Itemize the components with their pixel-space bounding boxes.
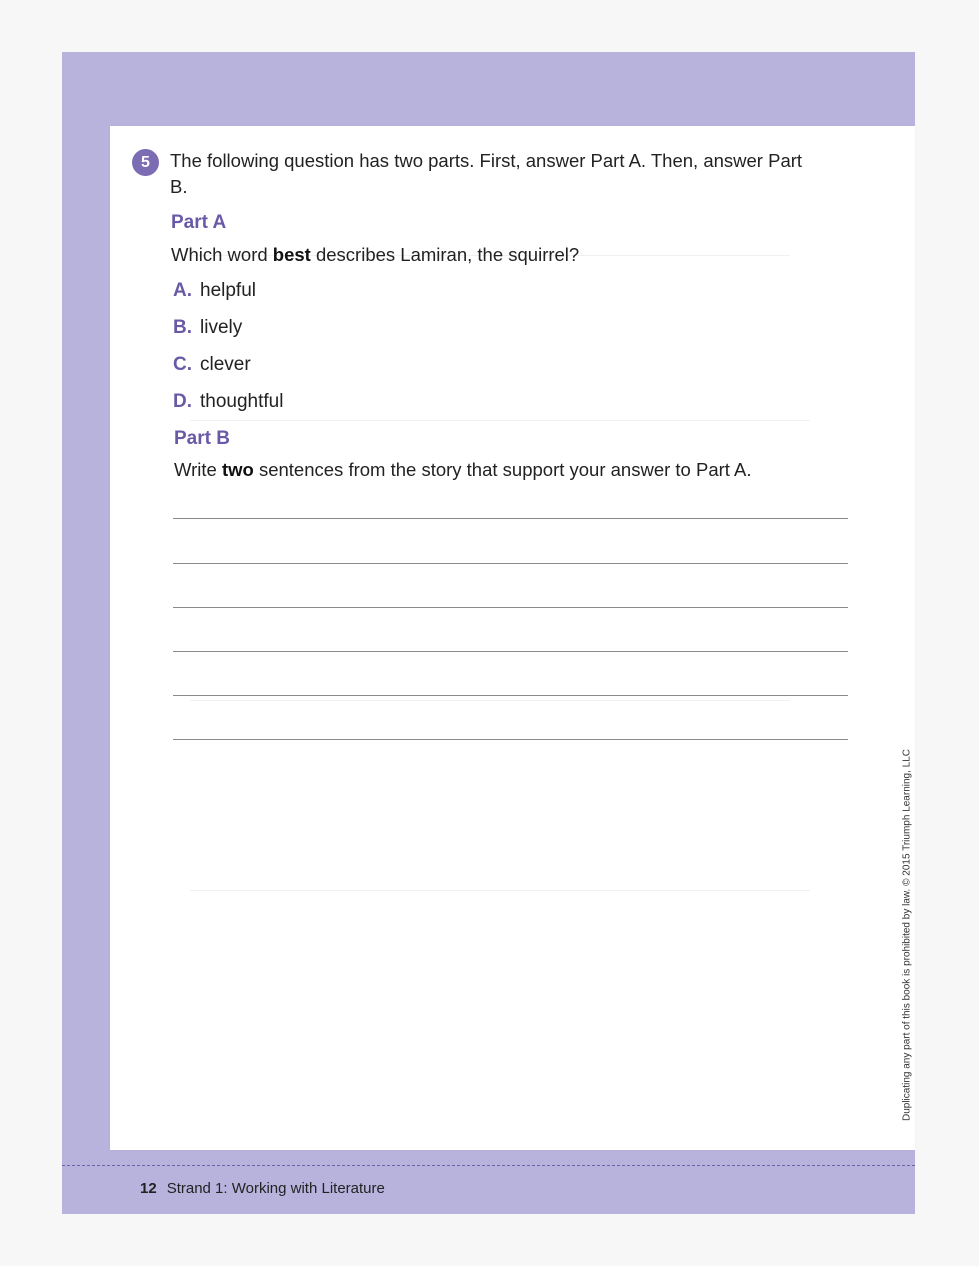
- prompt-emphasis: two: [221, 459, 254, 480]
- show-through-text: [190, 420, 810, 441]
- option-text: thoughtful: [200, 391, 284, 412]
- answer-line[interactable]: [173, 518, 848, 519]
- show-through-text: [190, 700, 790, 721]
- prompt-emphasis: best: [272, 244, 311, 265]
- prompt-text: describes Lamiran, the squirrel?: [310, 244, 580, 265]
- prompt-text: Write: [174, 459, 222, 480]
- option-a[interactable]: [173, 280, 256, 302]
- prompt-text: sentences from the story that support your answer to Part A.: [253, 459, 752, 480]
- copyright-notice: Duplicating any part of this book is prohibited by law. © 2015 Triumph Learning, LLC: [901, 748, 913, 1122]
- option-text: clever: [200, 354, 251, 375]
- question-number-badge: 5: [132, 149, 159, 176]
- answer-line[interactable]: [173, 651, 848, 652]
- answer-line[interactable]: [173, 607, 848, 608]
- part-b-prompt: [174, 459, 752, 481]
- option-text: helpful: [200, 280, 256, 301]
- option-d[interactable]: [173, 391, 283, 413]
- option-text: lively: [200, 317, 243, 338]
- part-a-label: Part A: [171, 212, 227, 233]
- option-letter: B.: [173, 317, 192, 338]
- strand-title: Strand 1: Working with Literature: [166, 1180, 385, 1197]
- option-c[interactable]: [173, 354, 251, 376]
- question-stem: The following question has two parts. First, answer Part A. Then, answer Part B.: [170, 150, 803, 197]
- answer-line[interactable]: [173, 563, 848, 564]
- option-b[interactable]: [173, 317, 242, 339]
- part-a-prompt: [171, 244, 579, 266]
- cut-line: [62, 1165, 915, 1166]
- prompt-text: Which word: [171, 244, 273, 265]
- page-footer: [140, 1180, 385, 1197]
- answer-line[interactable]: [173, 739, 848, 740]
- option-letter: C.: [173, 354, 192, 375]
- page-number: 12: [140, 1180, 157, 1197]
- option-letter: A.: [173, 280, 192, 301]
- option-letter: D.: [173, 391, 192, 412]
- show-through-text: [190, 890, 810, 911]
- answer-line[interactable]: [173, 695, 848, 696]
- part-b-label: Part B: [174, 428, 230, 449]
